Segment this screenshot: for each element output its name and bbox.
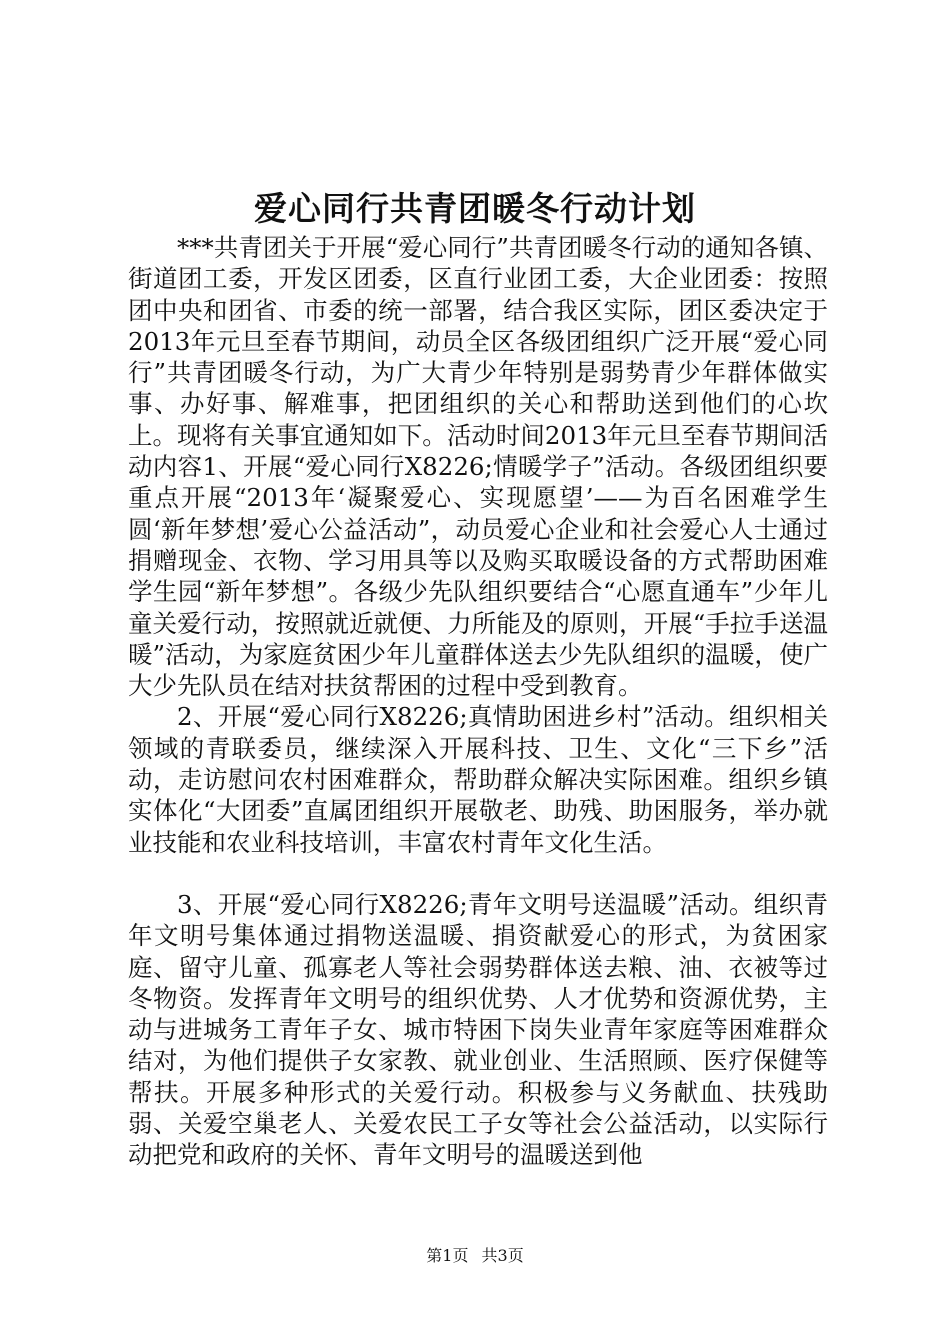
document-body [128,232,828,1171]
page-total: 共3页 [481,1246,524,1265]
page-number: 第1页 [426,1246,469,1265]
paragraph-activity-3: 3、开展“爱心同行X8226;青年文明号送温暖”活动。组织青年文明号集体通过捐物送温暖、捐资献爱心的形式，为贫困家庭、留守儿童、孤寡老人等社会弱势群体送去粮、油、衣被等过冬物资。发挥青年文明号的组织优势、人才优势和资源优势，主动与进城务工青年子女、城市特困下岗失业青年家庭等困难群众结对，为他们提供子女家教、就业创业、生活照顾、医疗保健等帮扶。开展多种形式的关爱行动。积极参与义务献血、扶残助弱、关爱空巢老人、关爱农民工子女等社会公益活动，以实际行动把党和政府的关怀、青年文明号的温暖送到他 [128,889,828,1170]
paragraph-notice: ***共青团关于开展“爱心同行”共青团暖冬行动的通知各镇、街道团工委，开发区团委，区直行业团工委，大企业团委：按照团中央和团省、市委的统一部署，结合我区实际，团区委决定于2013年元旦至春节期间，动员全区各级团组织广泛开展“爱心同行”共青团暖冬行动，为广大青少年特别是弱势青少年群体做实事、办好事、解难事，把团组织的关心和帮助送到他们的心坎上。现将有关事宜通知如下。活动时间2013年元旦至春节期间活动内容1、开展“爱心同行X8226;情暖学子”活动。各级团组织要重点开展“2013年‘凝聚爱心、实现愿望’——为百名困难学生圆‘新年梦想’爱心公益活动”，动员爱心企业和社会爱心人士通过捐赠现金、衣物、学习用具等以及购买取暖设备的方式帮助困难学生园“新年梦想”。各级少先队组织要结合“心愿直通车”少年儿童关爱行动，按照就近就便、力所能及的原则，开展“手拉手送温暖”活动，为家庭贫困少年儿童群体送去少先队组织的温暖，使广大少先队员在结对扶贫帮困的过程中受到教育。 [128,233,828,701]
paragraph-activity-2: 2、开展“爱心同行X8226;真情助困进乡村”活动。组织相关领域的青联委员，继续深入开展科技、卫生、文化“三下乡”活动，走访慰问农村困难群众，帮助群众解决实际困难。组织乡镇实体化“大团委”直属团组织开展敬老、助残、助困服务，举办就业技能和农业科技培训，丰富农村青年文化生活。 [128,702,828,857]
document-title: 爱心同行共青团暖冬行动计划 [254,189,696,228]
page-footer [0,1244,950,1268]
